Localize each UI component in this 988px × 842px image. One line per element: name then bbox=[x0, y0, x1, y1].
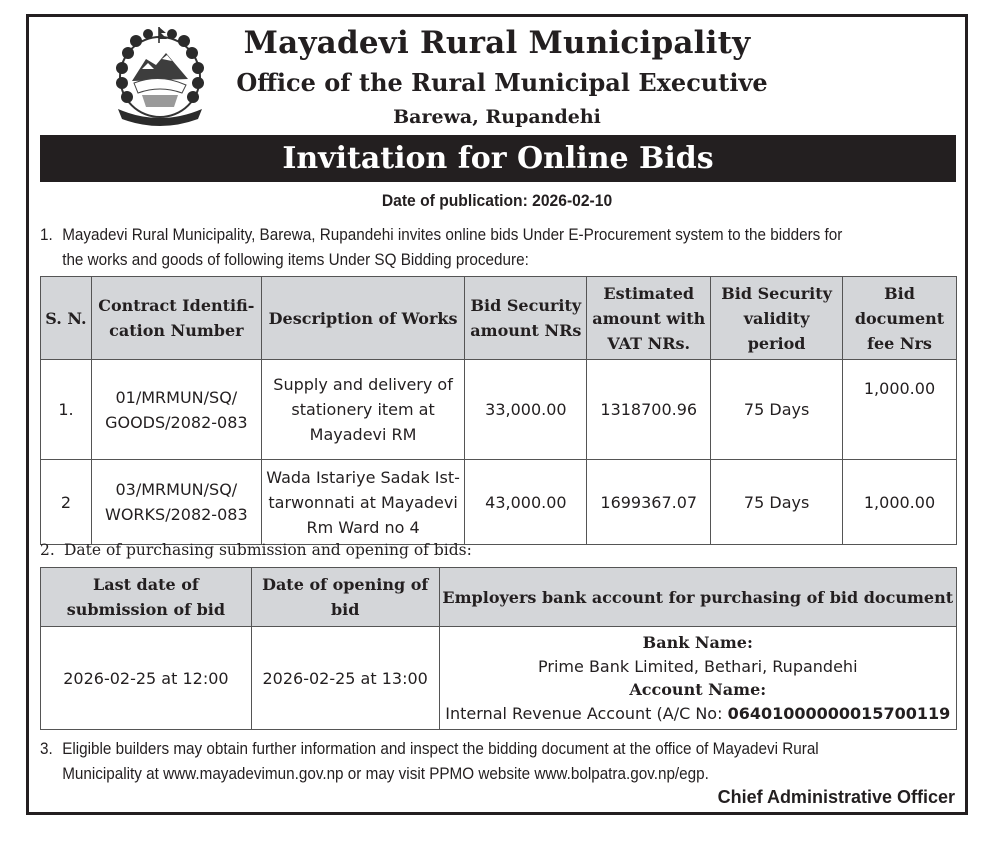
row-validity: 75 Days bbox=[711, 360, 843, 460]
bank-name-label: Bank Name: bbox=[642, 633, 753, 652]
row-bid-security: 43,000.00 bbox=[465, 460, 587, 545]
header-submission-date: Last date of submission of bid bbox=[41, 568, 252, 627]
account-name-line bbox=[441, 702, 955, 726]
municipality-title: Mayadevi Rural Municipality bbox=[243, 25, 751, 61]
header-estimated-amount: Estimated amount with VAT NRs. bbox=[587, 277, 711, 360]
bids-table-header-row bbox=[41, 277, 957, 360]
row-doc-fee: 1,000.00 bbox=[843, 460, 957, 545]
section-3-number: 3. bbox=[40, 740, 53, 758]
bids-table bbox=[40, 276, 957, 545]
table-row bbox=[41, 460, 957, 545]
row-doc-fee: 1,000.00 bbox=[843, 360, 957, 460]
dates-table-header-row bbox=[41, 568, 957, 627]
section-3-paragraph bbox=[40, 737, 956, 786]
section-3-line-1: Eligible builders may obtain further information and inspect the bidding document at the office of Mayadevi Rural bbox=[62, 740, 819, 758]
row-sn: 2 bbox=[41, 460, 92, 545]
dates-table bbox=[40, 567, 957, 730]
row-estimated-amount: 1318700.96 bbox=[587, 360, 711, 460]
section-2-paragraph bbox=[40, 538, 472, 563]
row-sn: 1. bbox=[41, 360, 92, 460]
account-number: 06401000000015700119 bbox=[727, 703, 951, 723]
section-1-number: 1. bbox=[40, 226, 53, 244]
office-location: Barewa, Rupandehi bbox=[393, 106, 601, 128]
office-subtitle: Office of the Rural Municipal Executive bbox=[236, 68, 768, 97]
row-contract-id: 01/MRMUN/SQ/ GOODS/2082-083 bbox=[91, 360, 261, 460]
notice-title-banner: Invitation for Online Bids bbox=[40, 135, 956, 182]
section-2-number: 2. bbox=[40, 541, 55, 559]
bank-details bbox=[439, 627, 956, 730]
header-bid-security: Bid Security amount NRs bbox=[465, 277, 587, 360]
section-1-paragraph bbox=[40, 223, 956, 272]
row-validity: 75 Days bbox=[711, 460, 843, 545]
submission-date: 2026-02-25 at 12:00 bbox=[41, 627, 252, 730]
row-estimated-amount: 1699367.07 bbox=[587, 460, 711, 545]
header-description: Description of Works bbox=[261, 277, 465, 360]
bank-name: Prime Bank Limited, Bethari, Rupandehi bbox=[538, 656, 858, 676]
account-name: Internal Revenue Account (A/C No: bbox=[445, 703, 728, 723]
notice-frame bbox=[26, 14, 968, 815]
header-opening-date: Date of opening of bid bbox=[251, 568, 439, 627]
header-validity: Bid Security validity period bbox=[711, 277, 843, 360]
signoff-title: Chief Administrative Officer bbox=[717, 787, 955, 807]
header-doc-fee: Bid document fee Nrs bbox=[843, 277, 957, 360]
row-bid-security: 33,000.00 bbox=[465, 360, 587, 460]
row-description: Wada Istariye Sadak Ist-tarwonnati at Mayadevi Rm Ward no 4 bbox=[261, 460, 465, 545]
opening-date: 2026-02-25 at 13:00 bbox=[251, 627, 439, 730]
header-bank-account: Employers bank account for purchasing of bid document bbox=[439, 568, 956, 627]
section-1-line-2: the works and goods of following items Under SQ Bidding procedure: bbox=[62, 250, 529, 269]
publication-date: Date of publication: 2026-02-10 bbox=[381, 191, 613, 210]
header-contract-id: Contract Identifi-cation Number bbox=[91, 277, 261, 360]
account-name-label: Account Name: bbox=[629, 680, 767, 699]
section-3-line-2: Municipality at www.mayadevimun.gov.np or may visit PPMO website www.bolpatra.gov.np/egp. bbox=[62, 764, 709, 783]
section-1-line-1: Mayadevi Rural Municipality, Barewa, Rupandehi invites online bids Under E-Procurement system to the bidders for bbox=[62, 226, 843, 244]
table-row bbox=[41, 627, 957, 730]
table-row bbox=[41, 360, 957, 460]
section-2-text: Date of purchasing submission and opening of bids: bbox=[64, 541, 472, 559]
row-contract-id: 03/MRMUN/SQ/ WORKS/2082-083 bbox=[91, 460, 261, 545]
header-sn: S. N. bbox=[41, 277, 92, 360]
row-description: Supply and delivery of stationery item at Mayadevi RM bbox=[261, 360, 465, 460]
